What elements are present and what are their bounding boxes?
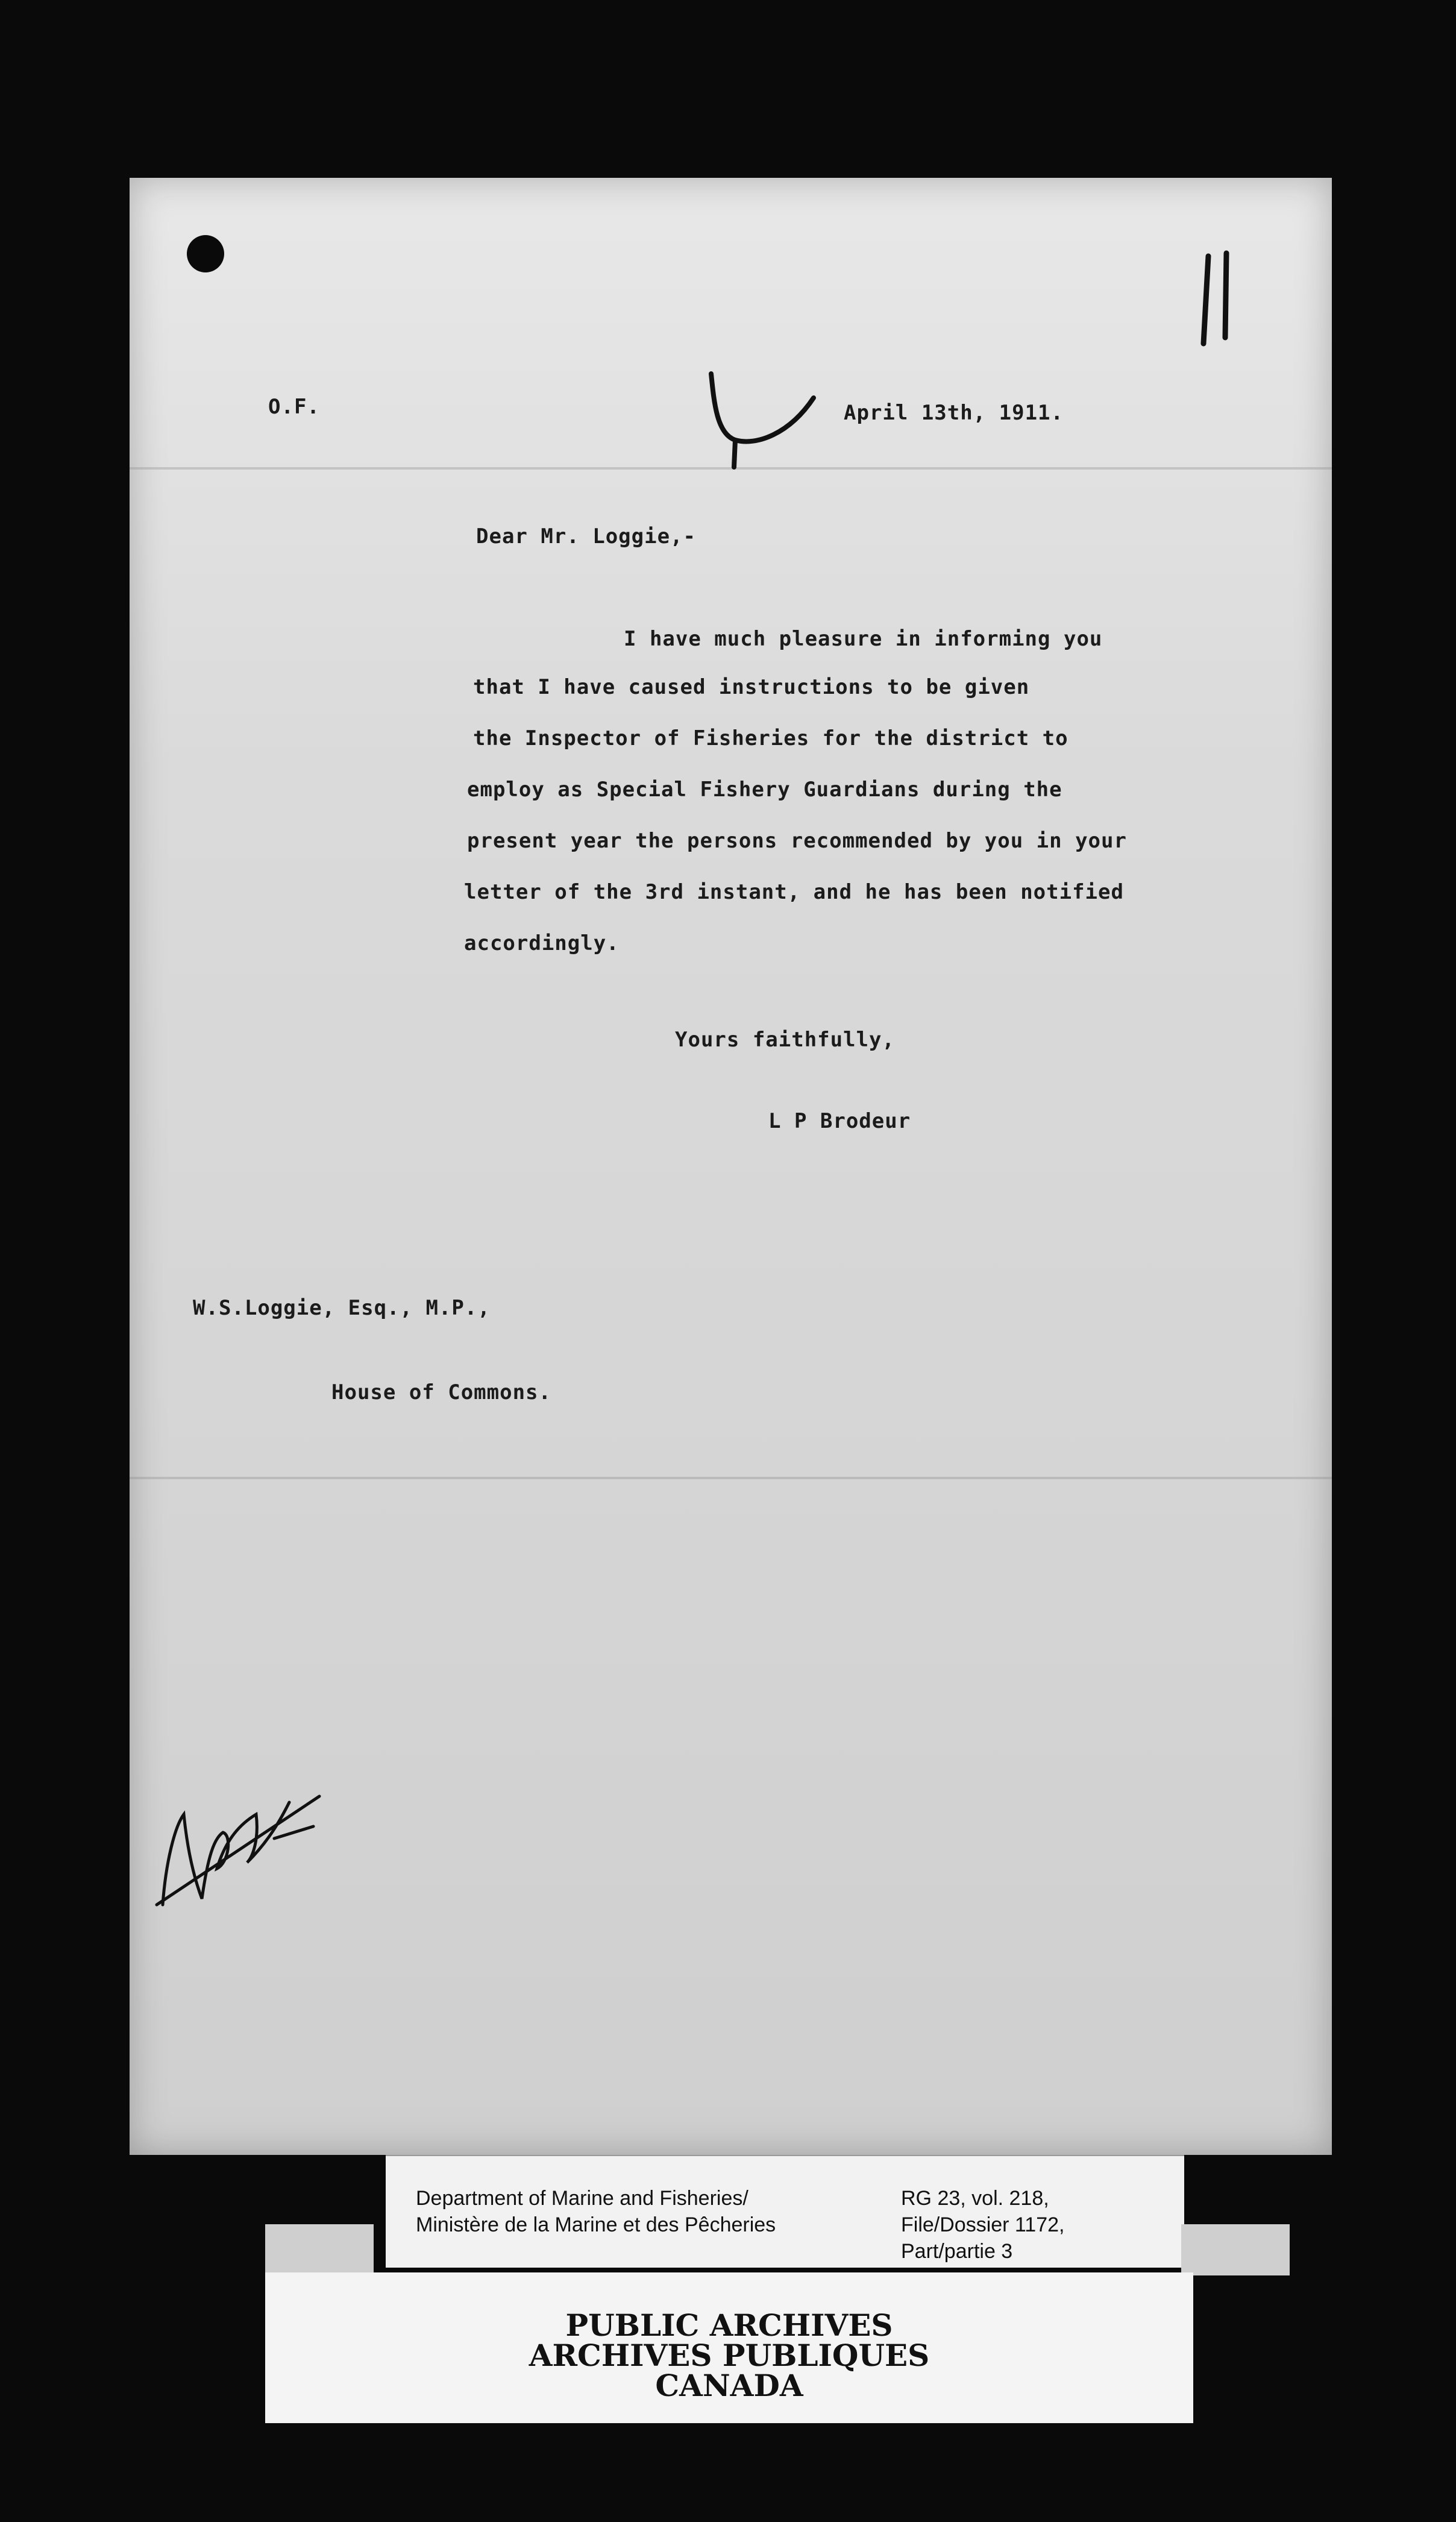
department-label [416, 2185, 776, 2238]
stamp-line: ARCHIVES PUBLIQUES [529, 2338, 930, 2373]
body-line: present year the persons recommended by you in your [467, 829, 1127, 853]
reference-line: RG 23, vol. 218, [901, 2187, 1049, 2210]
folio-mark-handwriting [699, 350, 838, 470]
addressee-place: House of Commons. [331, 1380, 551, 1404]
department-line: Department of Marine and Fisheries/ [416, 2187, 748, 2210]
reference-line: Part/partie 3 [901, 2240, 1013, 2263]
department-line: Ministère de la Marine et des Pêcheries [416, 2213, 776, 2236]
body-line: employ as Special Fishery Guardians during the [467, 778, 1062, 802]
closing: Yours faithfully, [675, 1028, 895, 1052]
addressee-name: W.S.Loggie, Esq., M.P., [193, 1296, 491, 1320]
card-stub-left [265, 2224, 374, 2275]
archive-stamp [265, 2272, 1193, 2423]
handwritten-initials [151, 1766, 331, 1923]
page-fold-line [130, 1477, 1332, 1479]
body-line: I have much pleasure in informing you [624, 627, 1103, 651]
stamp-line: CANADA [655, 2368, 803, 2403]
punch-hole [187, 235, 224, 272]
letter-date: April 13th, 1911. [844, 401, 1064, 425]
reference-line: File/Dossier 1172, [901, 2213, 1065, 2236]
body-line: letter of the 3rd instant, and he has been notified [464, 880, 1124, 904]
reference-code: O.F. [268, 395, 320, 419]
body-line: the Inspector of Fisheries for the district to [473, 726, 1068, 750]
body-line: accordingly. [464, 931, 620, 955]
corner-number-handwriting [1190, 247, 1244, 350]
signature: L P Brodeur [768, 1109, 911, 1133]
stamp-line: PUBLIC ARCHIVES [565, 2307, 893, 2343]
salutation: Dear Mr. Loggie,- [476, 524, 696, 549]
card-stub-right [1181, 2224, 1290, 2275]
body-line: that I have caused instructions to be given [473, 675, 1030, 699]
reference-label [901, 2185, 1065, 2265]
